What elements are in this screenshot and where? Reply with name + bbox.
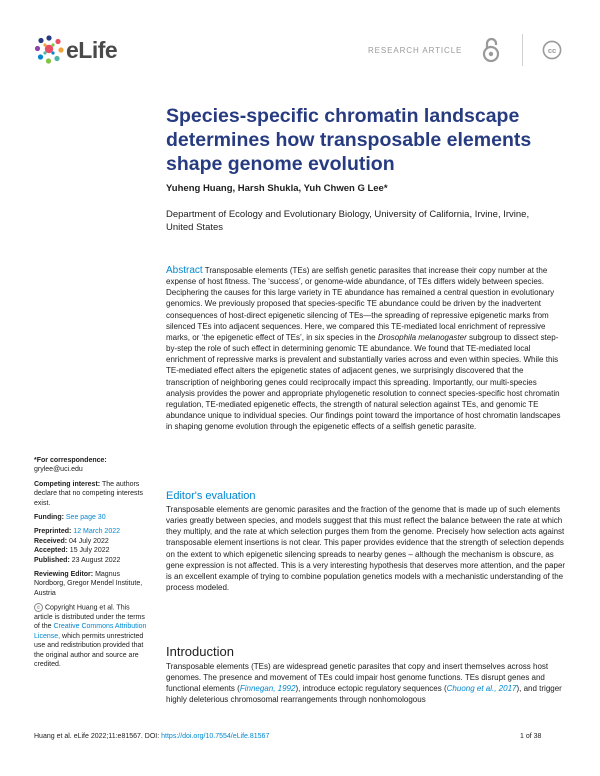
article-type-label: RESEARCH ARTICLE — [368, 46, 463, 55]
abstract-label: Abstract — [166, 265, 203, 276]
logo-text: eLife — [66, 37, 118, 63]
competing-text: The authors declare that no competing interests exist. — [34, 480, 143, 507]
competing-label: Competing interest: — [34, 480, 101, 488]
abstract-species: Drosophila melanogaster — [377, 332, 467, 342]
funding-label: Funding: — [34, 514, 64, 522]
svg-text:cc: cc — [547, 46, 557, 55]
funding — [34, 513, 150, 522]
evaluation-heading: Editor's evaluation — [166, 490, 256, 502]
accepted-label: Accepted: — [34, 547, 68, 555]
preprinted-date[interactable]: 12 March 2022 — [73, 528, 120, 536]
correspondence-email[interactable]: grylee@uci.edu — [34, 466, 83, 474]
correspondence — [34, 456, 150, 475]
article-info-sidebar — [34, 456, 150, 674]
abstract-text-2: subgroup to dissect step-by-step the role of such effect in determining genomic TE abundance. We found that TE-mediated local enrichment of repressive marks is prevalent and substantially varies across and even within species. While this TE-mediated effect alters the epigenetic states of adjacent genes, we surprisingly discovered that the transcription of neighboring genes could reciprocally impact this spreading. Importantly, our multi-species analysis provides the power and appropriate phylogenetic resolution to connect species-specific host chromatin regulation, TE-mediated epigenetic effects, the strength of natural selection against TEs, and genomic TE abundance unique to individual species. Our findings point toward the importance of host chromatin landscapes in shaping genome evolution through the epigenetic effects of a selfish genetic parasite. — [166, 332, 561, 432]
footer-citation — [34, 733, 269, 740]
citation-link-1[interactable]: Finnegan, 1992 — [239, 684, 296, 694]
dates — [34, 527, 150, 565]
copyright-icon: © — [34, 603, 43, 612]
author-list[interactable]: Yuheng Huang, Harsh Shukla, Yuh Chwen G Lee* — [166, 183, 388, 194]
page-number: 1 of 38 — [520, 733, 542, 740]
introduction-body — [166, 661, 566, 706]
reviewing-editor-name: Magnus Nordborg, Gregor Mendel Institute, Austria — [34, 571, 143, 597]
footer-citation-text: Huang et al. eLife 2022;11:e81567. DOI: — [34, 733, 162, 740]
abstract — [166, 265, 566, 432]
evaluation-body: Transposable elements are genomic parasites and the fraction of the genome that is made up of such elements varies greatly between species, and models suggest that this must reflect the balance between the rate at which they multiply, and the rate at which selection purges them from the genome. Precisely how selection acts against transposable element insertions is not clear. This paper provides evidence that the strength of selection depends on the extent to which epigenetic silencing spreads to nearby genes – although the mechanism is obscure, as gene expression is not affected. This is a very interesting hypothesis that deserves more attention, and the paper is an excellent example of trying to combine population genetics models with a mechanistic understanding of the process modeled. — [166, 505, 566, 593]
introduction-heading: Introduction — [166, 644, 234, 659]
affiliation: Department of Ecology and Evolutionary Biology, University of California, Irvine, Irvine, United States — [166, 209, 530, 233]
competing-interest — [34, 480, 150, 508]
copyright-text-2: which permits unrestricted use and redistribution provided that the original author and source are credited. — [34, 632, 144, 669]
citation-link-2[interactable]: Chuong et al., 2017 — [446, 684, 517, 694]
intro-text-3: ), and trigger highly deleterious chromosomal rearrangements through nonhomologous — [166, 684, 562, 705]
doi-link[interactable]: https://doi.org/10.7554/eLife.81567 — [161, 733, 270, 740]
license-link[interactable]: Creative Commons Attribution License, — [34, 623, 147, 640]
received-date: 04 July 2022 — [69, 537, 109, 545]
creative-commons-icon — [542, 40, 562, 60]
elife-logo-icon — [34, 34, 64, 64]
article-title: Species-specific chromatin landscape determines how transposable elements shape genome evolution — [166, 105, 532, 175]
accepted-date: 15 July 2022 — [69, 547, 110, 555]
open-access-icon — [480, 37, 502, 63]
abstract-text-1: Transposable elements (TEs) are selfish genetic parasites that increase their copy number at the expense of host fitness. The ‘success’, or genome-wide abundance, of TEs differs widely between species. Deciphering the causes for this large variety in TE abundance has remained a central question in evolutionary genomics. We previously proposed that species-specific TE abundance could be driven by the inadvertent consequences of host-direct epigenetic silencing of TEs—the spreading of repressive epigenetic marks from silenced TEs into adjacent sequences. Here, we compared this TE-mediated local enrichment of repressive marks, or ‘the epigenetic effect of TEs’, in six species in the — [166, 266, 555, 342]
intro-text-1: Transposable elements (TEs) are widespread genetic parasites that copy and insert themselves across host genomes. The presence and movement of TEs could impair host genome functions. TEs disrupt genes and functional elements ( — [166, 662, 549, 694]
funding-link[interactable]: See page 30 — [65, 514, 106, 522]
reviewing-label: Reviewing Editor: — [34, 571, 94, 579]
received-label: Received: — [34, 537, 68, 545]
elife-logo[interactable] — [34, 34, 144, 66]
header-divider — [522, 34, 523, 66]
published-date: 23 August 2022 — [71, 556, 121, 564]
intro-text-2: ), introduce ectopic regulatory sequences ( — [295, 684, 447, 694]
copyright-text-1: Copyright Huang et al. This article is distributed under the terms of the — [34, 604, 145, 631]
correspondence-label: *For correspondence: — [34, 457, 107, 464]
preprinted-label: Preprinted: — [34, 528, 72, 536]
reviewing-editor — [34, 570, 150, 598]
published-label: Published: — [34, 556, 70, 564]
copyright — [34, 603, 150, 669]
